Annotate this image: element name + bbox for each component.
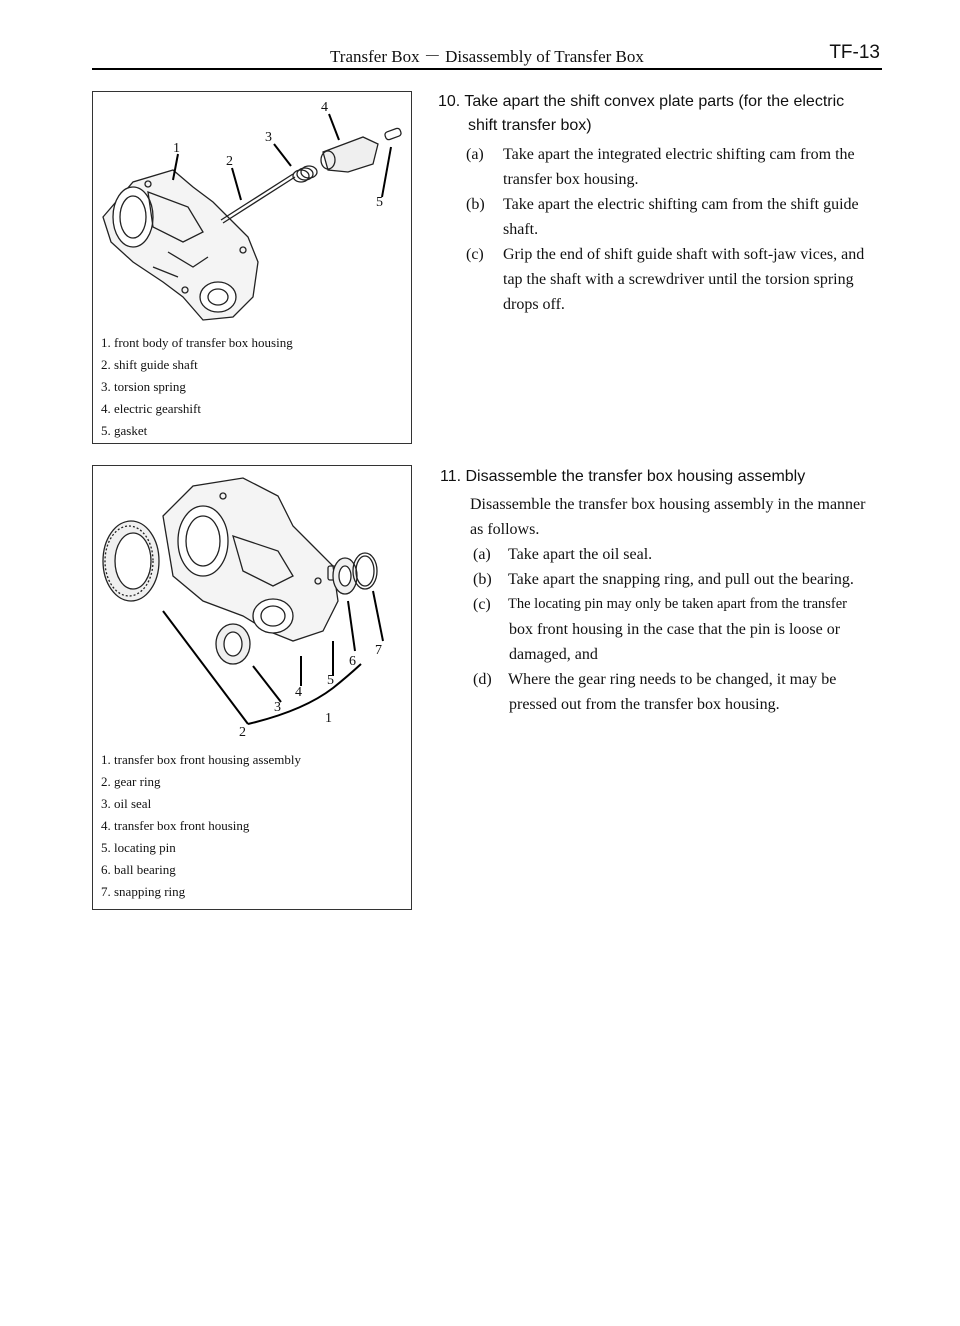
callout-2: 2	[239, 725, 246, 740]
callout-5: 5	[376, 195, 383, 210]
header-title: Transfer Box － Disassembly of Transfer Box	[330, 47, 644, 66]
legend-item: 4. electric gearshift	[101, 401, 201, 416]
list-item: (c) Grip the end of shift guide shaft with soft-jaw vices, and tap the shaft with a screwdriver until the torsion spring drops off.	[466, 246, 865, 313]
page-header	[92, 40, 882, 70]
callout-4: 4	[321, 100, 328, 115]
step-11-intro: Disassemble the transfer box housing assembly in the manner as follows.	[470, 496, 866, 538]
legend-item: 3. torsion spring	[101, 379, 186, 394]
callout-3: 3	[274, 700, 281, 715]
figure-legend	[101, 749, 301, 903]
list-item: (a) Take apart the oil seal.	[473, 546, 653, 563]
figure-shift-parts	[92, 91, 412, 444]
step-10-title: 10. Take apart the shift convex plate parts (for the electric	[438, 93, 845, 110]
legend-item: 3. oil seal	[101, 796, 152, 811]
figure-legend	[101, 332, 293, 442]
legend-item: 7. snapping ring	[101, 884, 186, 899]
callout-7: 7	[375, 643, 382, 658]
legend-item: 5. gasket	[101, 423, 148, 438]
step-10-title-cont: shift transfer box)	[468, 117, 592, 134]
step-10-items	[466, 142, 884, 317]
shift-parts-illustration	[93, 92, 411, 332]
callout-4: 4	[295, 685, 302, 700]
figure-housing-assembly	[92, 465, 412, 910]
list-item: (c) The locating pin may only be taken apart from the transfer box front housing in the case that the pin is loose or damaged, and	[473, 596, 848, 663]
housing-assembly-illustration	[93, 466, 411, 746]
list-item: (d) Where the gear ring needs to be changed, it may be pressed out from the transfer box housing.	[473, 671, 837, 713]
step-11-items	[473, 542, 885, 717]
legend-item: 2. gear ring	[101, 774, 161, 789]
callout-6: 6	[349, 654, 356, 669]
step-11-title: 11. Disassemble the transfer box housing assembly	[440, 468, 806, 485]
callout-1: 1	[173, 141, 180, 156]
legend-item: 6. ball bearing	[101, 862, 176, 877]
page-number: TF-13	[829, 42, 880, 63]
legend-item: 4. transfer box front housing	[101, 818, 250, 833]
list-item: (a) Take apart the integrated electric shifting cam from the transfer box housing.	[466, 146, 855, 188]
list-item: (b) Take apart the electric shifting cam from the shift guide shaft.	[466, 196, 859, 238]
legend-item: 5. locating pin	[101, 840, 176, 855]
callout-5: 5	[327, 673, 334, 688]
callout-3: 3	[265, 130, 272, 145]
callout-2: 2	[226, 154, 233, 169]
list-item: (b) Take apart the snapping ring, and pull out the bearing.	[473, 571, 854, 588]
legend-item: 1. transfer box front housing assembly	[101, 752, 302, 767]
callout-1: 1	[325, 711, 332, 726]
step-10	[438, 90, 883, 138]
legend-item: 1. front body of transfer box housing	[101, 335, 293, 350]
legend-item: 2. shift guide shaft	[101, 357, 198, 372]
step-11	[440, 465, 885, 489]
